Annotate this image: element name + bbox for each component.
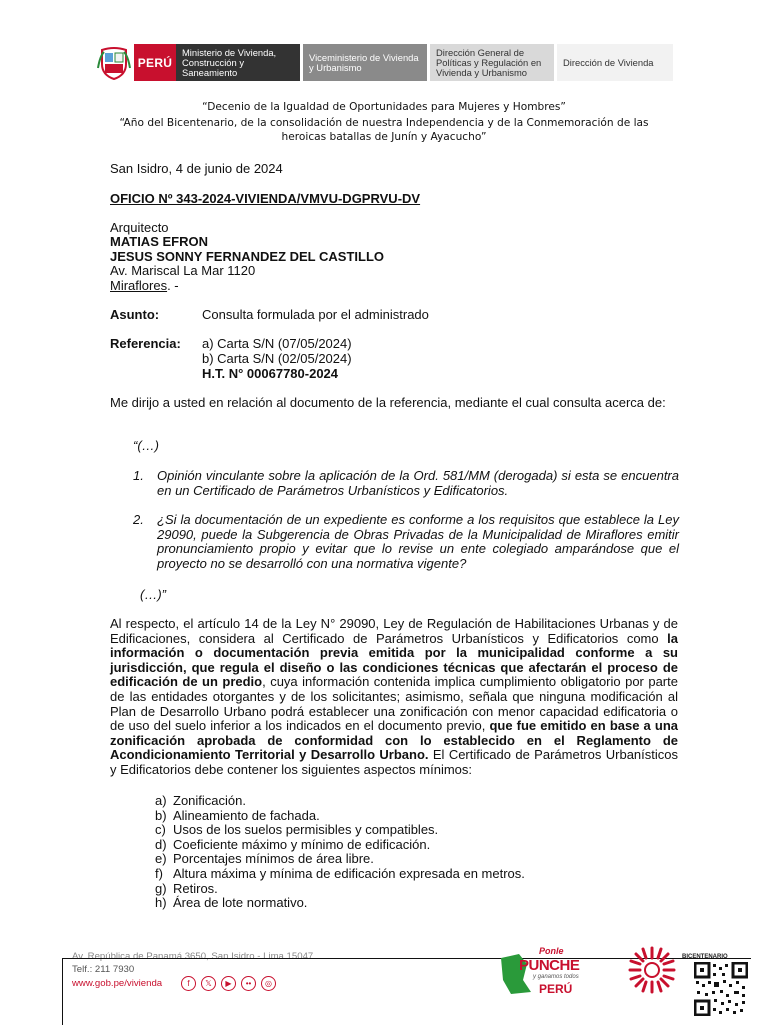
asunto-value: Consulta formulada por el administrado [202, 307, 429, 322]
direction-box: Dirección de Vivienda [557, 44, 673, 81]
campaign-line-3: y ganamos todos [533, 974, 579, 980]
list-text: Retiros. [173, 880, 218, 896]
main-text-2: , cuya información contenida implica cumplimiento obligatorio por parte de las entidades otorgantes y de los solicitantes; asimismo, señala que ninguna modificación al Plan de Desarrollo Urbano podrá establecer una zonificación con menor capacidad edificatoria o de uso del suelo inferior a los indicados en el documento previo, [110, 674, 678, 734]
footer-address: Av. República de Panamá 3650, San Isidro - Lima 15047 [72, 951, 314, 962]
referencia-label: Referencia: [110, 336, 181, 351]
list-item [155, 852, 525, 867]
peru-logo: PERÚ [134, 44, 176, 81]
addressee-name-1: MATIAS EFRON [110, 234, 208, 249]
list-text: Usos de los suelos permisibles y compatibles. [173, 822, 439, 838]
asunto-label: Asunto: [110, 307, 160, 322]
main-bold-2: que fue emitido en base a una zonificación aprobada de conformidad con lo establecido en el Reglamento de Acondicionamiento Territorial y Desarrollo Urbano. [110, 718, 678, 763]
list-text: Alineamiento de fachada. [173, 807, 320, 823]
facebook-icon[interactable]: f [181, 976, 196, 991]
quote-item-1 [133, 469, 679, 498]
list-letter: g) [155, 880, 167, 896]
footer-website-link[interactable]: www.gob.pe/vivienda [72, 978, 163, 989]
list-item [155, 838, 525, 853]
decenio-line-1: “Decenio de la Igualdad de Oportunidades para Mujeres y Hombres” [202, 101, 566, 113]
addressee-city [110, 279, 179, 294]
list-item [155, 882, 525, 897]
quote-close: (…)” [140, 587, 166, 602]
viceministry-box: Viceministerio de Vivienda y Urbanismo [303, 44, 427, 81]
campaign-line-2: PUNCHE [519, 957, 580, 974]
list-letter: d) [155, 836, 167, 852]
instagram-icon[interactable]: ◎ [261, 976, 276, 991]
main-bold-1: la información o documentación previa emitida por la municipalidad conforme a su jurisdicción, que regula el diseño o las condiciones técnicas que afectarán el proceso de edificación de un predio [110, 630, 678, 690]
quote-open: “(…) [133, 438, 159, 453]
x-icon[interactable]: 𝕏 [201, 976, 216, 991]
quote-item-2 [133, 513, 679, 571]
main-paragraph [110, 617, 678, 778]
list-item [155, 823, 525, 838]
list-item [155, 794, 525, 809]
city-suffix: . - [167, 278, 179, 293]
social-links [181, 976, 276, 991]
flickr-icon[interactable]: •• [241, 976, 256, 991]
addressee-address: Av. Mariscal La Mar 1120 [110, 263, 256, 278]
list-text: Área de lote normativo. [173, 895, 308, 911]
addressee-name-2: JESUS SONNY FERNANDEZ DEL CASTILLO [110, 249, 384, 264]
list-letter: a) [155, 793, 167, 808]
list-item [155, 896, 525, 911]
bicentenario-logo-icon [626, 944, 678, 996]
list-text: Altura máxima y mínima de edificación expresada en metros. [173, 865, 525, 881]
youtube-icon[interactable]: ▶ [221, 976, 236, 991]
oficio-number: OFICIO Nº 343-2024-VIVIENDA/VMVU-DGPRVU-DV [110, 191, 421, 206]
list-text: Porcentajes mínimos de área libre. [173, 851, 374, 867]
coat-of-arms-icon [96, 44, 132, 81]
campaign-line-1: Ponle [539, 946, 564, 956]
city-name: Miraflores [110, 278, 168, 293]
list-letter: f) [155, 865, 163, 881]
list-letter: h) [155, 895, 167, 911]
quote-item-number: 1. [133, 468, 144, 483]
quote-item-text: Opinión vinculante sobre la aplicación de la Ord. 581/MM (derogada) si esta se encuentra en un Certificado de Parámetros Urbanísticos y Edificatorios. [157, 468, 679, 498]
main-text-3: El Certificado de Parámetros Urbanísticos y Edificatorios debe contener los siguientes aspectos mínimos: [110, 747, 678, 777]
list-text: Coeficiente máximo y mínimo de edificación. [173, 836, 431, 852]
referencia-ht: H.T. N° 00067780-2024 [202, 366, 339, 381]
qr-code [694, 962, 748, 1016]
list-letter: e) [155, 851, 167, 867]
referencia-a: a) Carta S/N (07/05/2024) [202, 336, 352, 351]
aspects-list [155, 794, 525, 911]
quote-item-text: ¿Si la documentación de un expediente es conforme a los requisitos que establece la Ley 29090, puede la Subgerencia de Obras Privadas de la Municipalidad de Miraflores emitir pronunciamiento propio y evitar que lo revise un ente colegiado amparándose que el proyecto no se desarrolló con una normativa vigente? [157, 512, 679, 571]
list-letter: b) [155, 807, 167, 823]
quote-item-number: 2. [133, 512, 144, 527]
referencia-b: b) Carta S/N (02/05/2024) [202, 351, 352, 366]
footer-phone: Telf.: 211 7930 [72, 964, 135, 975]
header-banner [96, 44, 673, 81]
list-text: Zonificación. [173, 793, 246, 808]
addressee-title: Arquitecto [110, 220, 169, 235]
general-direction-box: Dirección General de Políticas y Regulación en Vivienda y Urbanismo [430, 44, 554, 81]
decenio-line-3: heroicas batallas de Junín y Ayacucho” [281, 131, 487, 143]
bicentenario-label: BICENTENARIO [682, 954, 728, 960]
campaign-line-4: PERÚ [539, 982, 573, 996]
intro-paragraph: Me dirijo a usted en relación al documento de la referencia, mediante el cual consulta acerca de: [110, 395, 666, 410]
list-item [155, 867, 525, 882]
list-letter: c) [155, 822, 166, 838]
list-item [155, 809, 525, 824]
ministry-box: Ministerio de Vivienda, Construcción y Saneamiento [176, 44, 300, 81]
letter-date: San Isidro, 4 de junio de 2024 [110, 161, 283, 176]
decenio-line-2: “Año del Bicentenario, de la consolidación de nuestra Independencia y de la Conmemoración de las [119, 117, 649, 129]
main-text-1: Al respecto, el artículo 14 de la Ley N° 29090, Ley de Regulación de Habilitaciones Urbanas y de Edificaciones, considera al Certificado de Parámetros Urbanísticos y Edificatorios como [110, 616, 678, 646]
campaign-logo [497, 946, 591, 998]
